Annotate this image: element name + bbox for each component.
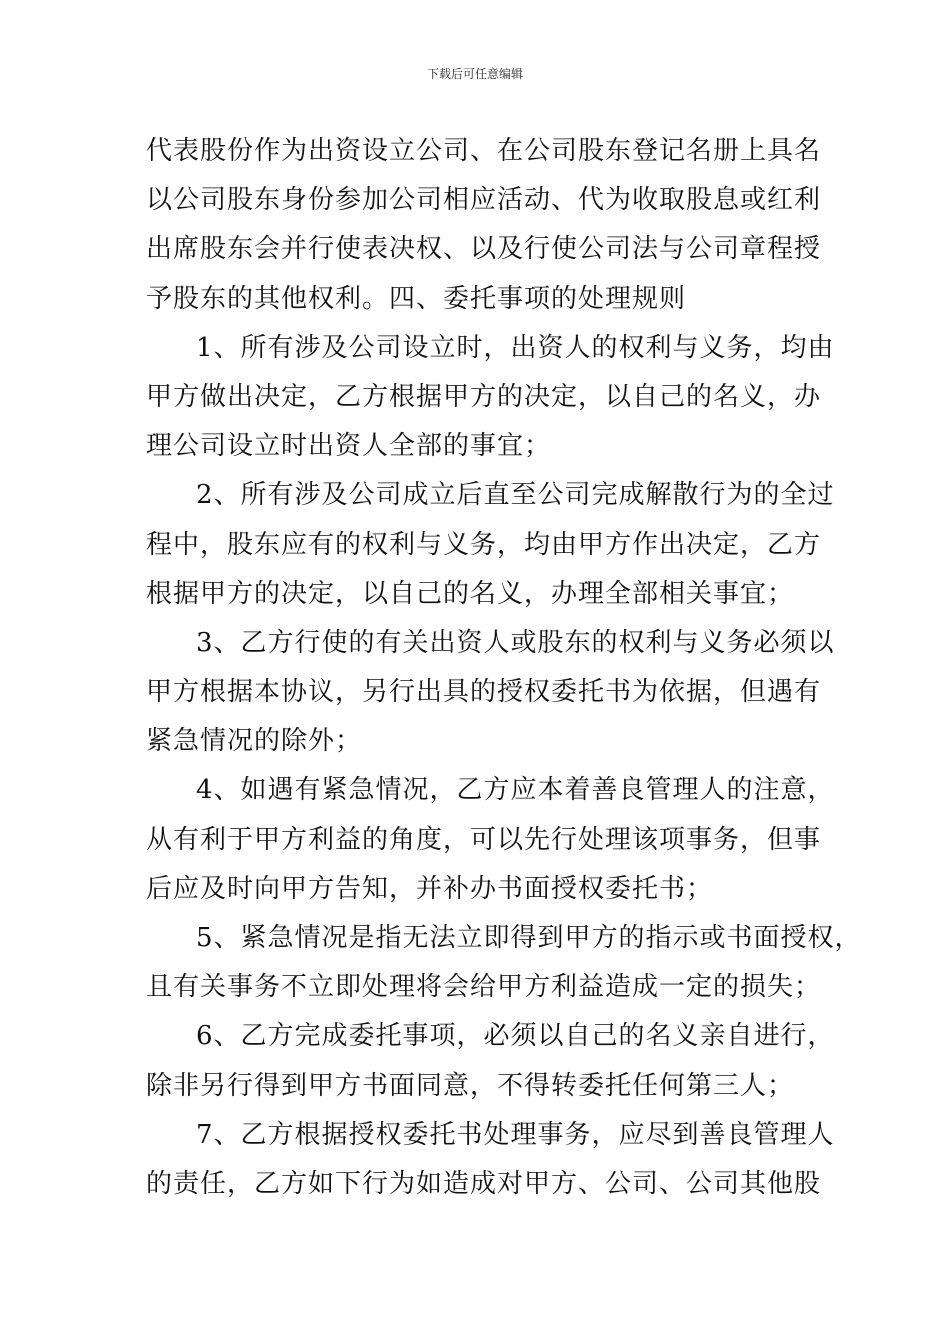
text-line: 1、所有涉及公司设立时，出资人的权利与义务，均由 [196,332,835,363]
text-line: 出席股东会并行使表决权、以及行使公司法与公司章程授 [146,234,822,265]
text-line: 5、紧急情况是指无法立即得到甲方的指示或书面授权， [196,923,862,953]
body-text [146,127,862,1209]
text-line: 根据甲方的决定，以自己的名义，办理全部相关事宜； [146,578,795,609]
text-line: 紧急情况的除外； [146,726,363,757]
text-line: 甲方做出决定，乙方根据甲方的决定，以自己的名义，办 [146,381,822,412]
text-line: 且有关事务不立即处理将会给甲方利益造成一定的损失； [146,972,822,1003]
text-line: 后应及时向甲方告知，并补办书面授权委托书； [146,873,714,904]
text-line: 6、乙方完成委托事项，必须以自己的名义亲自进行， [196,1021,835,1052]
text-line: 的责任，乙方如下行为如造成对甲方、公司、公司其他股 [146,1168,822,1199]
text-line: 7、乙方根据授权委托书处理事务，应尽到善良管理人 [196,1119,835,1150]
text-line: 理公司设立时出资人全部的事宜； [146,431,552,462]
text-line: 以公司股东身份参加公司相应活动、代为收取股息或红利 [146,185,822,216]
text-line: 予股东的其他权利。四、委托事项的处理规则 [146,283,687,314]
text-line: 从有利于甲方利益的角度，可以先行处理该项事务，但事 [146,824,822,855]
text-line: 甲方根据本协议，另行出具的授权委托书为依据，但遇有 [146,677,822,708]
text-line: 2、所有涉及公司成立后直至公司完成解散行为的全过 [196,480,835,511]
header-note: 下载后可任意编辑 [426,67,523,81]
text-line: 4、如遇有紧急情况，乙方应本着善良管理人的注意， [196,775,835,806]
text-line: 代表股份作为出资设立公司、在公司股东登记名册上具名 [146,136,822,166]
text-line: 除非另行得到甲方书面同意，不得转委托任何第三人； [146,1070,795,1101]
text-line: 程中，股东应有的权利与义务，均由甲方作出决定，乙方 [146,529,822,560]
text-line: 3、乙方行使的有关出资人或股东的权利与义务必须以 [196,627,835,658]
